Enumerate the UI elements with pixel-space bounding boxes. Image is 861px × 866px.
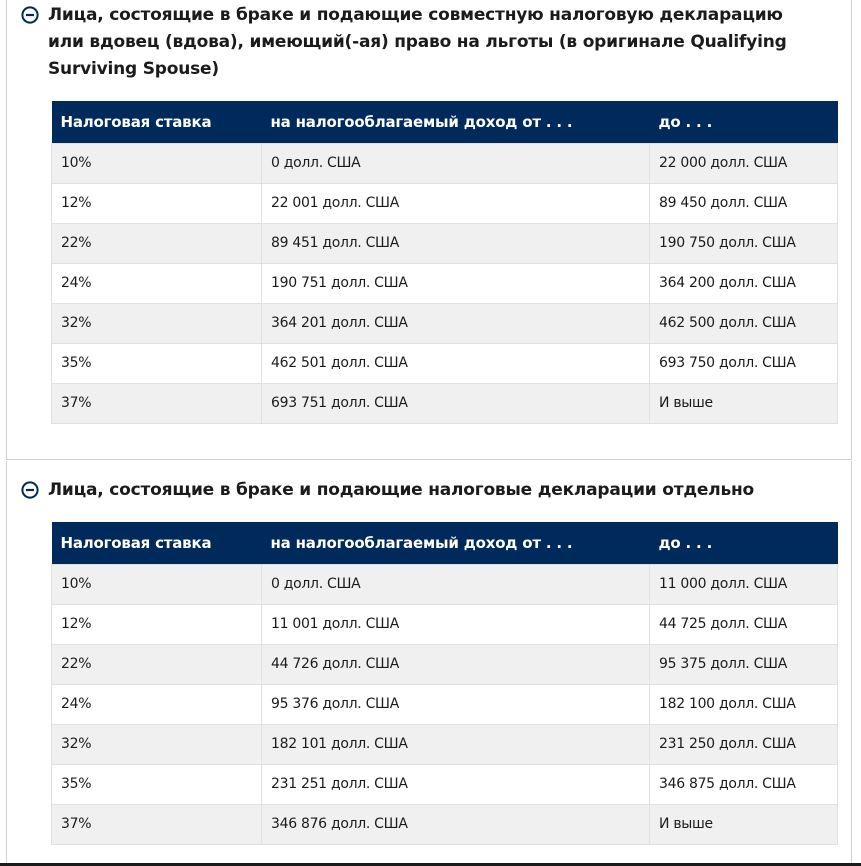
cell-to: И выше bbox=[650, 804, 838, 844]
minus-circle-icon[interactable] bbox=[21, 481, 39, 499]
table-header-row bbox=[52, 101, 838, 143]
table-row bbox=[52, 263, 838, 303]
cell-rate: 10% bbox=[52, 143, 262, 183]
column-header-from: на налогооблагаемый доход от . . . bbox=[262, 522, 650, 564]
cell-to: 231 250 долл. США bbox=[650, 724, 838, 764]
cell-to: 693 750 долл. США bbox=[650, 343, 838, 383]
cell-rate: 12% bbox=[52, 183, 262, 223]
cell-rate: 37% bbox=[52, 383, 262, 423]
table-row bbox=[52, 564, 838, 604]
cell-to: 364 200 долл. США bbox=[650, 263, 838, 303]
table-header-row bbox=[52, 522, 838, 564]
tax-rate-table bbox=[51, 522, 838, 845]
cell-from: 182 101 долл. США bbox=[262, 724, 650, 764]
table-row bbox=[52, 804, 838, 844]
table-row bbox=[52, 343, 838, 383]
column-header-rate: Налоговая ставка bbox=[52, 101, 262, 143]
cell-rate: 22% bbox=[52, 644, 262, 684]
cell-from: 0 долл. США bbox=[262, 143, 650, 183]
accordion-section-joint bbox=[6, 0, 852, 460]
cell-from: 89 451 долл. США bbox=[262, 223, 650, 263]
table-row bbox=[52, 223, 838, 263]
accordion-header-separate[interactable] bbox=[21, 477, 821, 504]
accordion-section-separate bbox=[6, 461, 852, 863]
cell-to: 44 725 долл. США bbox=[650, 604, 838, 644]
cell-from: 364 201 долл. США bbox=[262, 303, 650, 343]
cell-rate: 32% bbox=[52, 303, 262, 343]
cell-to: 462 500 долл. США bbox=[650, 303, 838, 343]
column-header-to: до . . . bbox=[650, 101, 838, 143]
cell-to: 346 875 долл. США bbox=[650, 764, 838, 804]
cell-from: 0 долл. США bbox=[262, 564, 650, 604]
cell-from: 11 001 долл. США bbox=[262, 604, 650, 644]
cell-rate: 37% bbox=[52, 804, 262, 844]
cell-from: 22 001 долл. США bbox=[262, 183, 650, 223]
cell-rate: 32% bbox=[52, 724, 262, 764]
accordion-title: Лица, состоящие в браке и подающие налоговые декларации отдельно bbox=[48, 480, 755, 500]
cell-from: 462 501 долл. США bbox=[262, 343, 650, 383]
cell-from: 190 751 долл. США bbox=[262, 263, 650, 303]
cell-rate: 24% bbox=[52, 684, 262, 724]
cell-rate: 10% bbox=[52, 564, 262, 604]
cell-from: 693 751 долл. США bbox=[262, 383, 650, 423]
minus-circle-icon[interactable] bbox=[21, 6, 39, 24]
cell-from: 44 726 долл. США bbox=[262, 644, 650, 684]
cell-from: 95 376 долл. США bbox=[262, 684, 650, 724]
table-row bbox=[52, 644, 838, 684]
cell-to: И выше bbox=[650, 383, 838, 423]
cell-rate: 35% bbox=[52, 764, 262, 804]
cell-to: 190 750 долл. США bbox=[650, 223, 838, 263]
column-header-from: на налогооблагаемый доход от . . . bbox=[262, 101, 650, 143]
table-row bbox=[52, 143, 838, 183]
cell-from: 231 251 долл. США bbox=[262, 764, 650, 804]
table-row bbox=[52, 183, 838, 223]
table-row bbox=[52, 684, 838, 724]
cell-from: 346 876 долл. США bbox=[262, 804, 650, 844]
cell-to: 89 450 долл. США bbox=[650, 183, 838, 223]
cell-to: 11 000 долл. США bbox=[650, 564, 838, 604]
table-row bbox=[52, 724, 838, 764]
cell-to: 95 375 долл. США bbox=[650, 644, 838, 684]
column-header-to: до . . . bbox=[650, 522, 838, 564]
cell-rate: 35% bbox=[52, 343, 262, 383]
table-row bbox=[52, 303, 838, 343]
accordion-header-joint[interactable] bbox=[21, 2, 821, 83]
table-row bbox=[52, 764, 838, 804]
cell-rate: 24% bbox=[52, 263, 262, 303]
table-row bbox=[52, 604, 838, 644]
accordion-title: Лица, состоящие в браке и подающие совместную налоговую декларацию или вдовец (вдова), имеющий(-ая) право на льготы (в оригинале Qualifying Surviving Spouse) bbox=[48, 5, 787, 79]
tax-rate-table bbox=[51, 101, 838, 424]
cell-to: 182 100 долл. США bbox=[650, 684, 838, 724]
cell-rate: 22% bbox=[52, 223, 262, 263]
column-header-rate: Налоговая ставка bbox=[52, 522, 262, 564]
table-row bbox=[52, 383, 838, 423]
cell-to: 22 000 долл. США bbox=[650, 143, 838, 183]
cell-rate: 12% bbox=[52, 604, 262, 644]
